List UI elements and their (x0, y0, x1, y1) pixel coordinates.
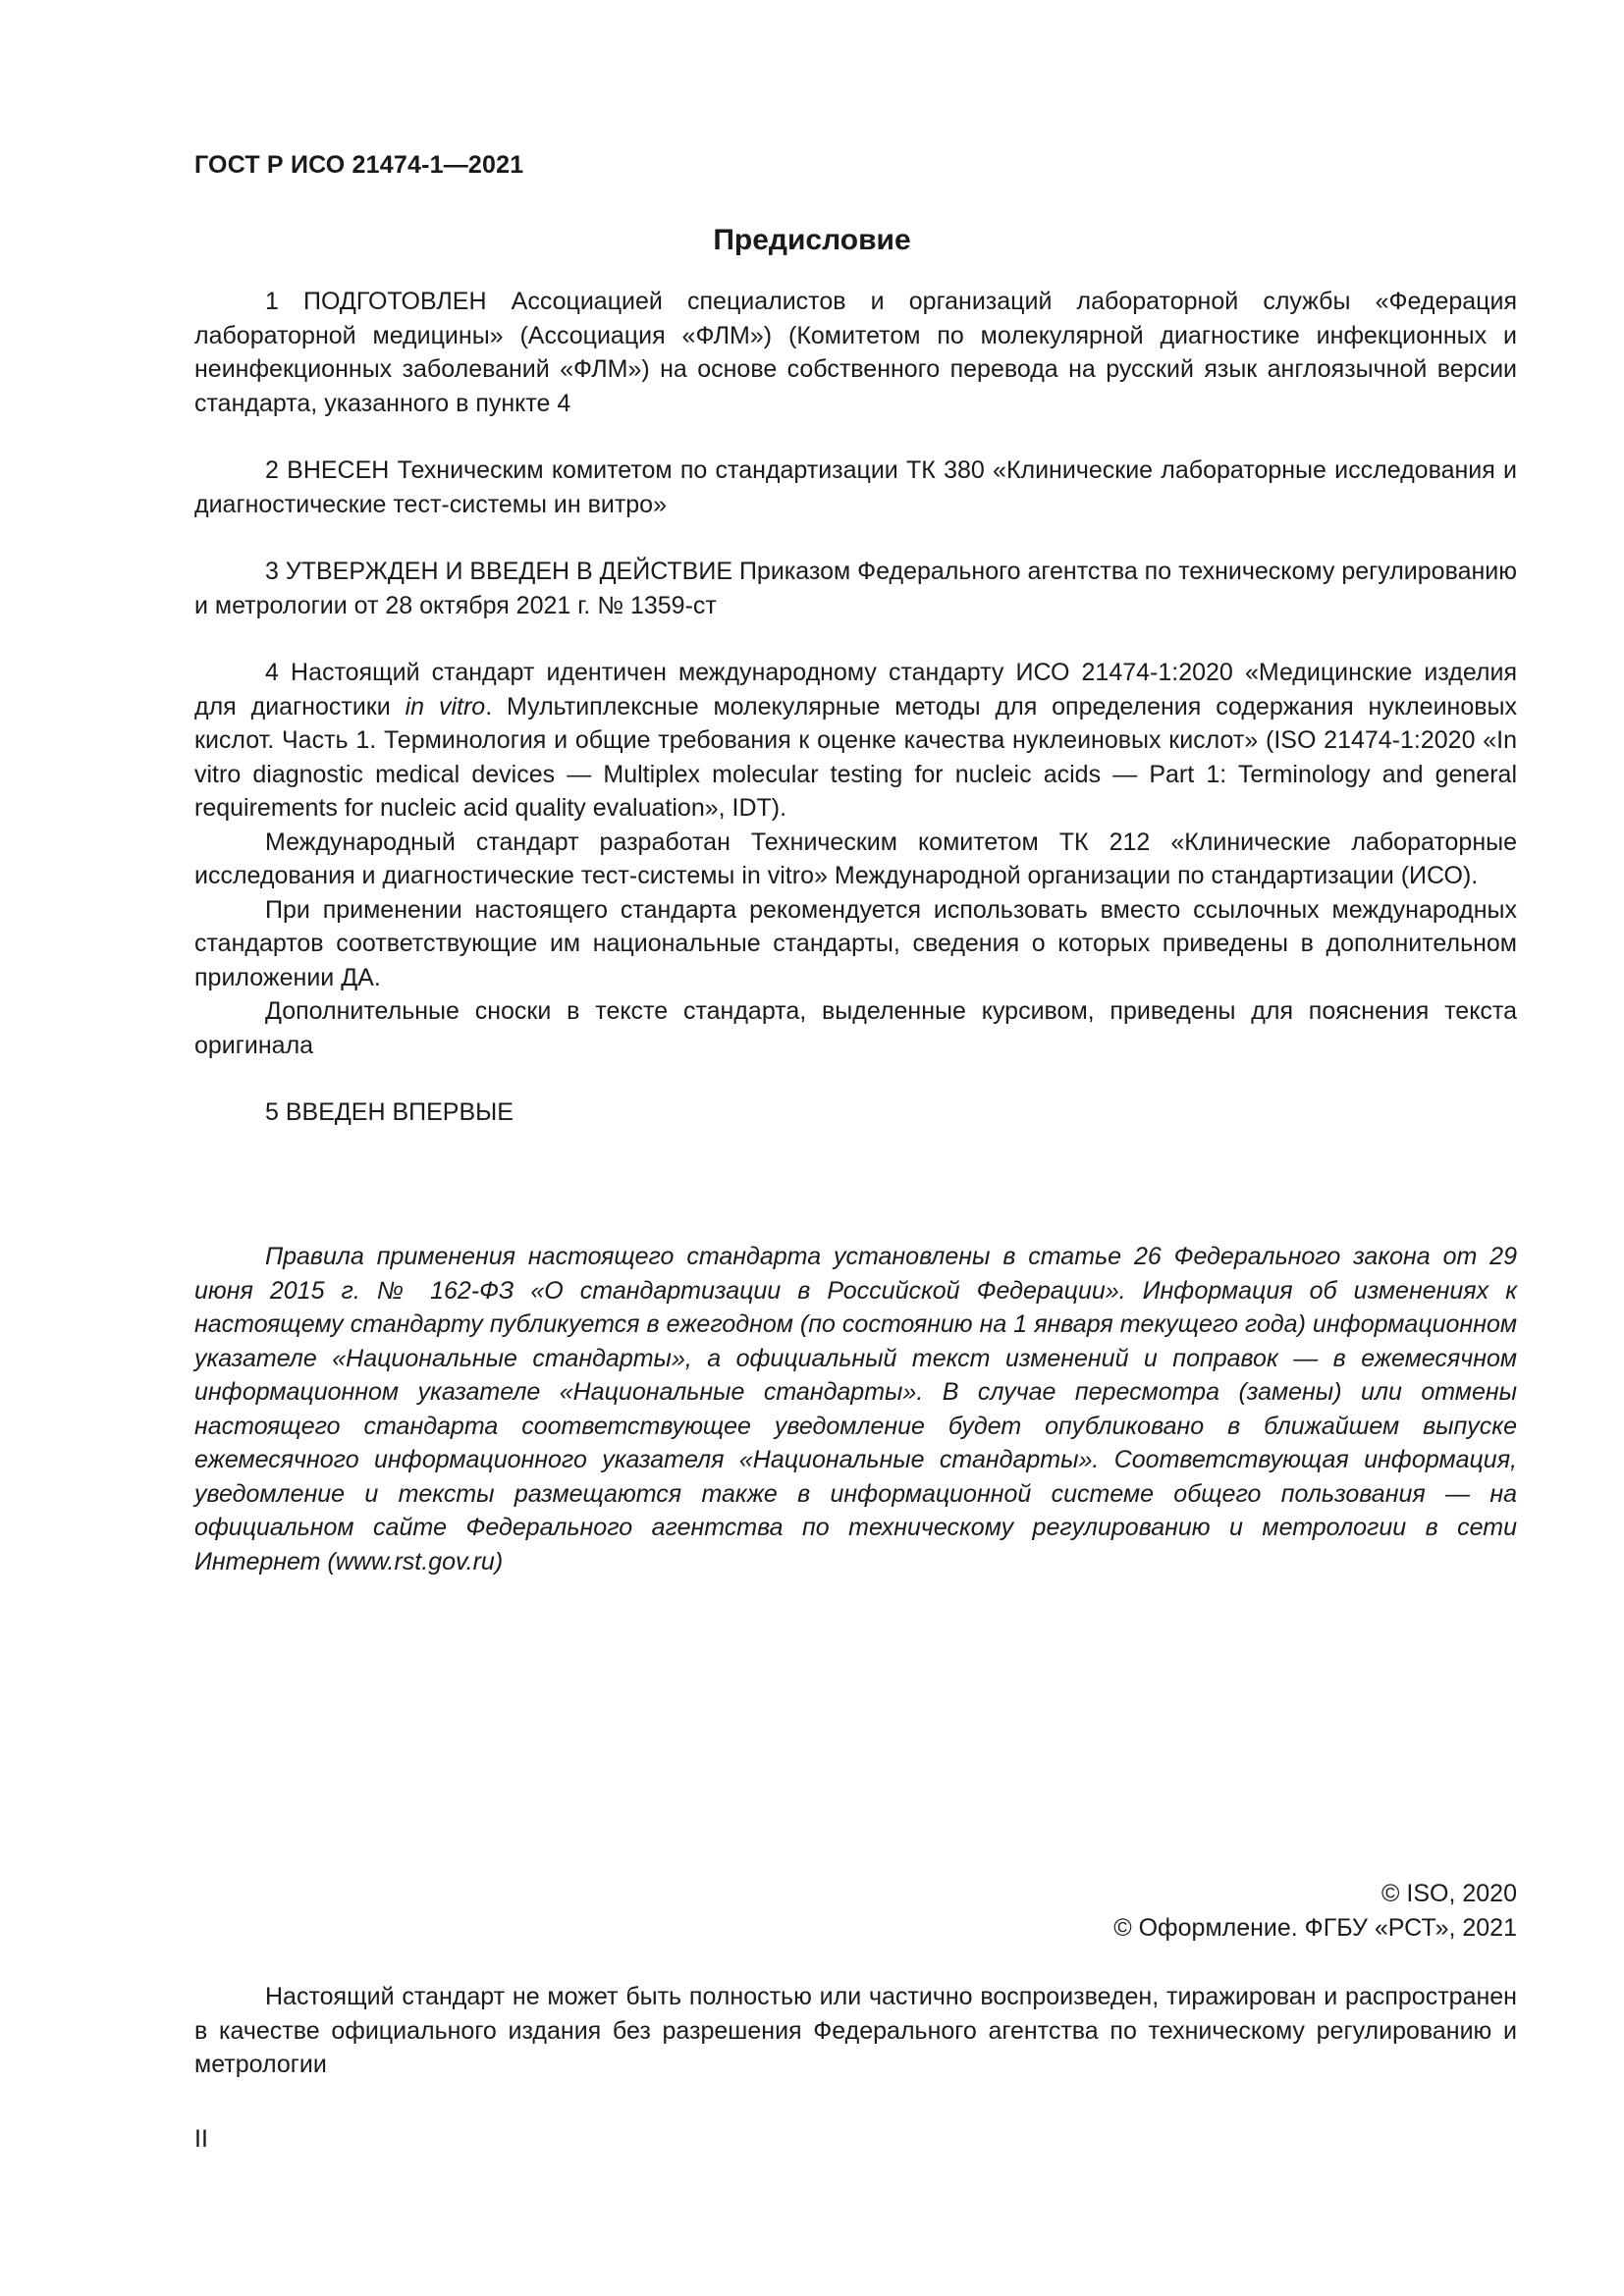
section-1: 1 ПОДГОТОВЛЕН Ассоциацией специалистов и организаций лабораторной службы «Федерация лабораторной медицины» (Ассоциация «ФЛМ») (Комитетом по молекулярной диагностике инфекционных и неинфекционных заболеваний «ФЛМ») на основе собственного перевода на русский язык англоязычной версии стандарта, указанного в пункте 4 (194, 288, 1517, 417)
section-3: 3 УТВЕРЖДЕН И ВВЕДЕН В ДЕЙСТВИЕ Приказом Федерального агентства по техническому регулированию и метрологии от 28 октября 2021 г. № 1359-ст (194, 558, 1517, 619)
section-4-paragraph-3: При применении настоящего стандарта рекомендуется использовать вместо ссылочных международных стандартов соответствующие им национальные стандарты, сведения о которых приведены в дополнительном приложении ДА. (194, 895, 1517, 991)
section-4-italic: in vitro (405, 692, 486, 721)
legal-text: Настоящий стандарт не может быть полностью или частично воспроизведен, тиражирован и распространен в качестве официального издания без разрешения Федерального агентства по техническому регулированию и метрологии (194, 1983, 1517, 2078)
section-4-text-a: 4 Настоящий стандарт идентичен международному стандарту ИСО 21474-1:2020 «Медицинские изделия для диагностики (194, 659, 1517, 721)
foreword-body (194, 285, 1517, 1130)
reproduction-notice (194, 1980, 1517, 2082)
copyright-design: © Оформление. ФГБУ «РСТ», 2021 (1113, 1913, 1517, 1942)
page-number: II (194, 2125, 208, 2153)
section-4-paragraph-4: Дополнительные сноски в тексте стандарта, выделенные курсивом, приведены для пояснения текста оригинала (194, 997, 1517, 1059)
copyright-iso: © ISO, 2020 (1381, 1880, 1517, 1907)
section-4-paragraph-2: Международный стандарт разработан Техническим комитетом ТК 212 «Клинические лабораторные исследования и диагностические тест-системы in vitro» Международной организации по стандартизации (ИСО). (194, 828, 1517, 889)
copyright-block (1113, 1877, 1517, 1945)
document-code-header: ГОСТ Р ИСО 21474-1—2021 (194, 151, 524, 179)
application-rules-notice (194, 1240, 1517, 1578)
notice-text: Правила применения настоящего стандарта установлены в статье 26 Федерального закона от 29 июня 2015 г. № 162-ФЗ «О стандартизации в Российской Федерации». Информация об изменениях к настоящему стандарту публикуется в ежегодном (по состоянию на 1 января текущего года) информационном указателе «Национальные стандарты», а официальный текст изменений и поправок — в ежемесячном информационном указателе «Национальные стандарты». В случае пересмотра (замены) или отмены настоящего стандарта соответствующее уведомление будет опубликовано в ближайшем выпуске ежемесячного информационного указателя «Национальные стандарты». Соответствующая информация, уведомление и тексты размещаются также в информационной системе общего пользования — на официальном сайте Федерального агентства по техническому регулированию и метрологии в сети Интернет (www.rst.gov.ru) (194, 1243, 1517, 1575)
page-title: Предисловие (713, 224, 911, 256)
section-4 (194, 656, 1517, 826)
section-4-text-b: . Мультиплексные молекулярные методы для определения содержания нуклеиновых кислот. Часть 1. Терминология и общие требования к оценке качества нуклеиновых кислот» (ISO 21474-1:2020 «In vitro diagnostic medical devices — Multiplex molecular testing for nucleic acids — Part 1: Terminology and general requirements for nucleic acid quality evaluation», IDT). (194, 692, 1517, 822)
section-2: 2 ВНЕСЕН Техническим комитетом по стандартизации ТК 380 «Клинические лабораторные исследования и диагностические тест-системы ин витро» (194, 456, 1517, 518)
section-5: 5 ВВЕДЕН ВПЕРВЫЕ (265, 1098, 514, 1126)
